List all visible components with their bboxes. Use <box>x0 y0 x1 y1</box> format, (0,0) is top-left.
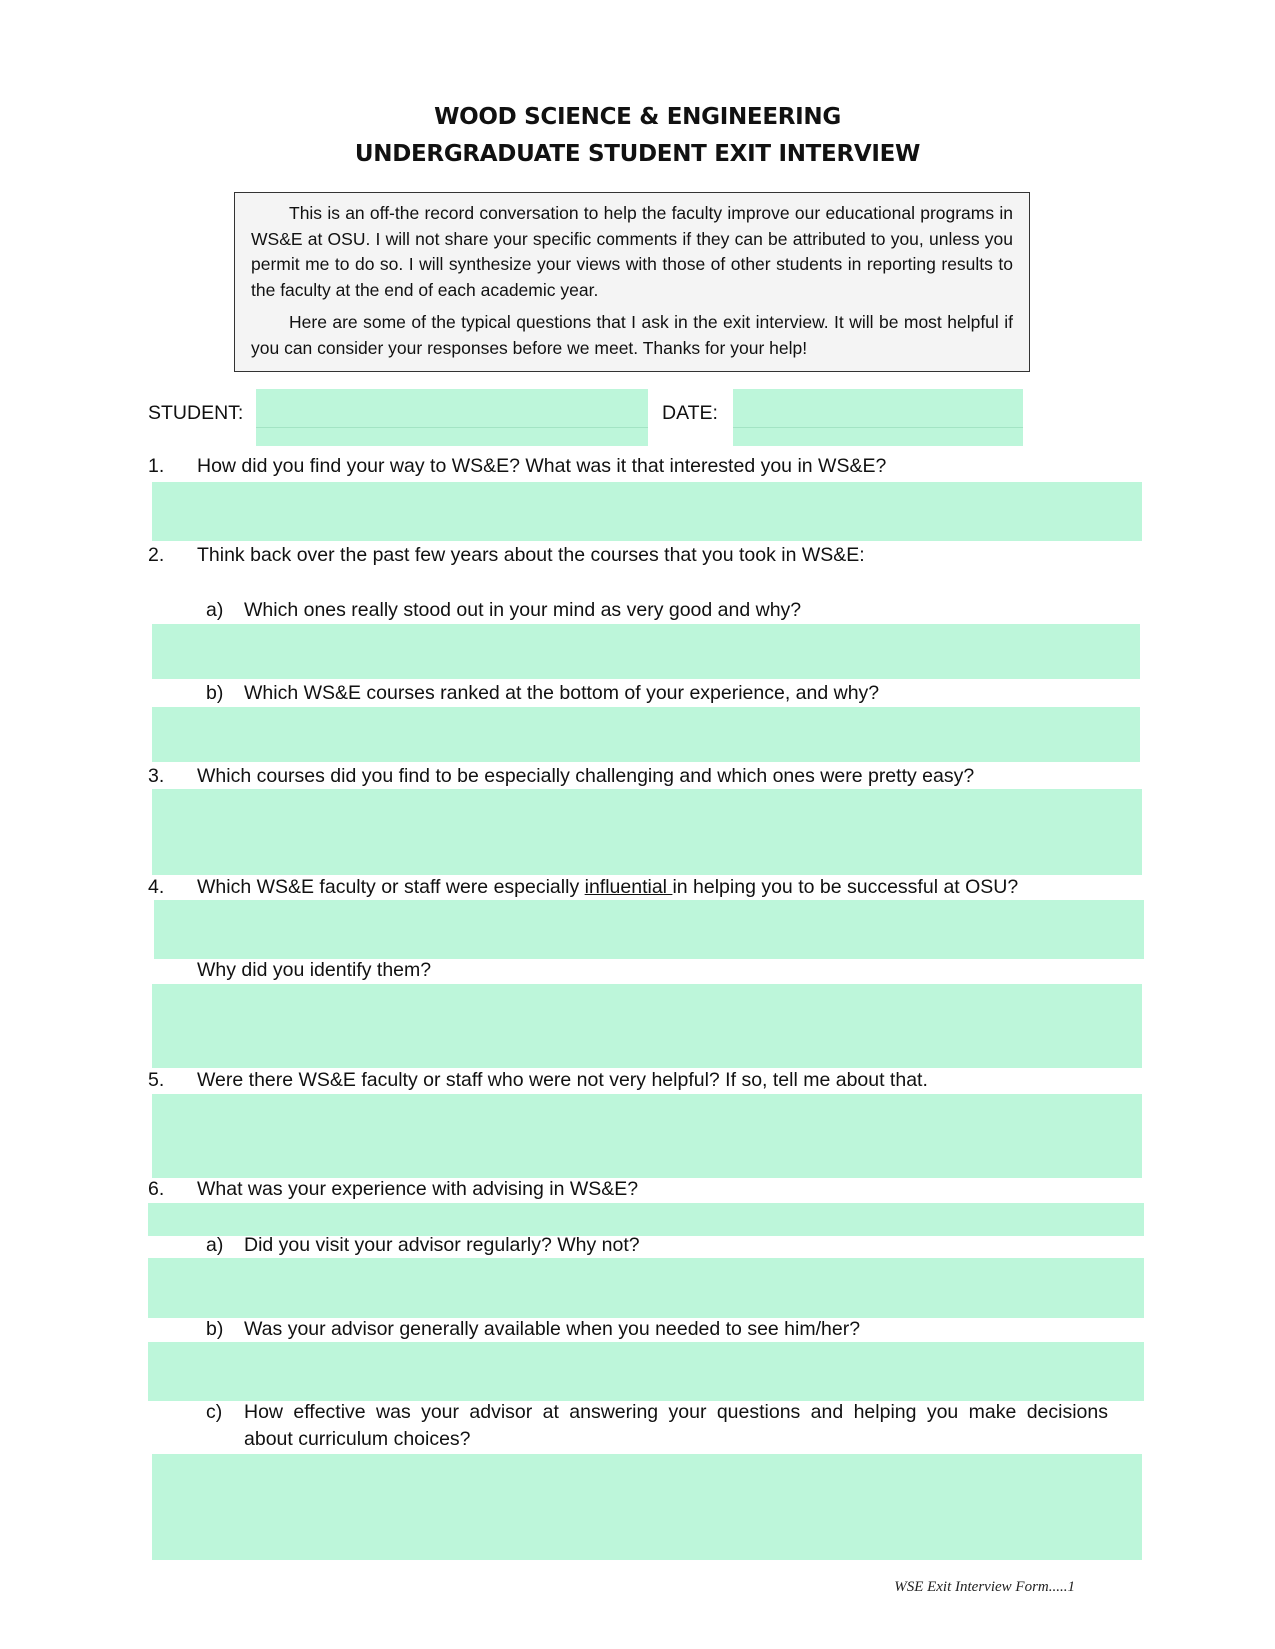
question-1-number: 1. <box>148 455 165 477</box>
question-4-number: 4. <box>148 876 165 898</box>
question-6b-text: Was your advisor generally available when you needed to see him/her? <box>244 1318 861 1340</box>
answer-field-q2b[interactable] <box>152 707 1140 762</box>
question-2a-text: Which ones really stood out in your mind as very good and why? <box>244 599 802 621</box>
answer-field-q6b[interactable] <box>148 1342 1144 1401</box>
question-6a-letter: a) <box>206 1234 224 1256</box>
answer-field-q1[interactable] <box>152 482 1142 541</box>
question-5-text: Were there WS&E faculty or staff who were not very helpful? If so, tell me about that. <box>197 1069 928 1091</box>
answer-field-q6c[interactable] <box>152 1454 1142 1560</box>
student-name-field[interactable] <box>256 389 648 428</box>
question-1-text: How did you find your way to WS&E? What was it that interested you in WS&E? <box>197 455 887 477</box>
question-6b-letter: b) <box>206 1318 224 1340</box>
question-2a-letter: a) <box>206 599 224 621</box>
question-6c-text-line2: about curriculum choices? <box>244 1428 471 1450</box>
date-field[interactable] <box>733 389 1023 428</box>
question-4-underlined-word: influential <box>584 876 673 898</box>
date-field-lower[interactable] <box>733 428 1023 446</box>
question-5-number: 5. <box>148 1069 165 1091</box>
answer-field-q3[interactable] <box>152 789 1142 875</box>
question-4-text-start: Which WS&E faculty or staff were especially <box>197 876 585 898</box>
question-6c-text-line1: How effective was your advisor at answering your questions and helping you make decisions <box>244 1401 1108 1423</box>
answer-field-q4[interactable] <box>154 900 1144 959</box>
answer-field-q5[interactable] <box>152 1094 1142 1178</box>
intro-paragraph-2: Here are some of the typical questions that I ask in the exit interview. It will be most helpful if you can consider your responses before we meet. Thanks for your help! <box>251 312 1013 358</box>
answer-field-q2a[interactable] <box>152 624 1140 679</box>
question-6a-text: Did you visit your advisor regularly? Why not? <box>244 1234 640 1256</box>
question-2b-text: Which WS&E courses ranked at the bottom of your experience, and why? <box>244 682 880 704</box>
answer-field-q6a[interactable] <box>148 1258 1144 1318</box>
question-4-followup: Why did you identify them? <box>197 959 432 981</box>
question-2b-letter: b) <box>206 682 224 704</box>
question-3-number: 3. <box>148 765 165 787</box>
student-label: STUDENT: <box>148 402 244 424</box>
document-title-line2: UNDERGRADUATE STUDENT EXIT INTERVIEW <box>354 141 921 167</box>
date-label: DATE: <box>662 402 718 424</box>
student-name-field-lower[interactable] <box>256 428 648 446</box>
question-4-text-end: in helping you to be successful at OSU? <box>672 876 1019 898</box>
question-4-text <box>197 874 1018 900</box>
document-title-line1: WOOD SCIENCE & ENGINEERING <box>434 104 841 130</box>
question-2-number: 2. <box>148 544 165 566</box>
page-footer: WSE Exit Interview Form.....1 <box>894 1579 1075 1595</box>
answer-field-q4-followup[interactable] <box>152 984 1142 1068</box>
question-6-number: 6. <box>148 1178 165 1200</box>
question-2-text: Think back over the past few years about the courses that you took in WS&E: <box>197 544 865 566</box>
intro-paragraph-1: This is an off-the record conversation to help the faculty improve our educational programs in WS&E at OSU. I will not share your specific comments if they can be attributed to you, unless you permit me to do so. I will synthesize your views with those of other students in reporting results to the faculty at the end of each academic year. <box>251 203 1013 300</box>
intro-box <box>234 192 1030 372</box>
question-3-text: Which courses did you find to be especially challenging and which ones were pretty easy? <box>197 765 975 787</box>
question-6c-letter: c) <box>206 1401 223 1423</box>
question-6-text: What was your experience with advising in WS&E? <box>197 1178 639 1200</box>
